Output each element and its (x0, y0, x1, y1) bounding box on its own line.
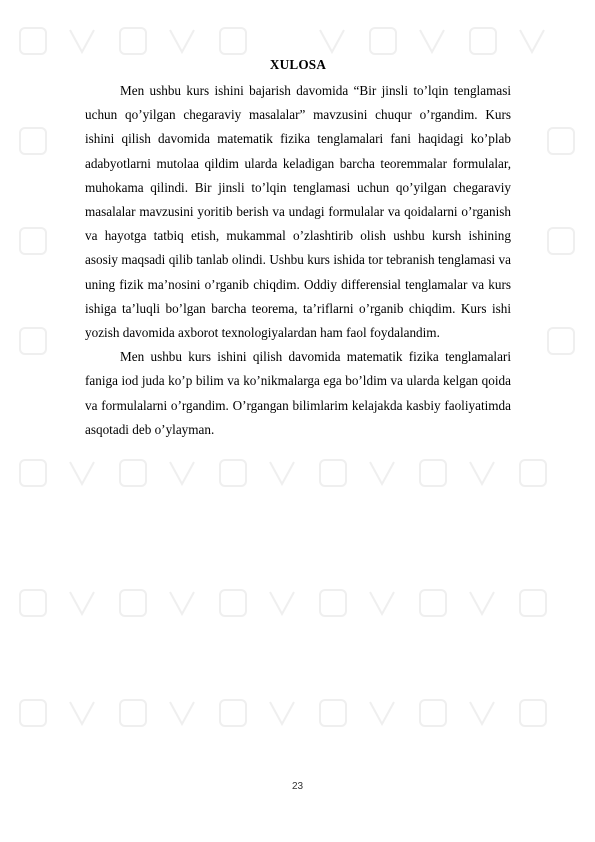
watermark-mark (20, 460, 546, 486)
page-number: 23 (291, 781, 304, 792)
document-title: XULOSA (269, 57, 327, 72)
paragraph: Men ushbu kurs ishini bajarish davomida “Bir jinsli to’lqin tenglamasi uchun qo’yilgan chegaraviy masalalar” mavzusini chuqur o’rgandim. Kurs ishini qilish davomida matematik fizika tenglamalari fani haqidagi ko’plab adabyotlarni mutolaa qildim ularda keladigan barcha teoremmalar formulalar, muhokama qilindi. Bir jinsli to’lqin tenglamasi uchun qo’yilgan chegaraviy masalalar mavzusini yoritib berish va undagi formulalar va qoidalarni o’rganish va hayotga tatbiq etish, mukammal o’zlashtirib olish ushbu kursh ishining asosiy maqsadi qilib tanlab olindi. Ushbu kurs ishida tor tebranish tenglamasi va uning fizik ma’nosini o’rganib chiqdim. Oddiy differensial tenglamalar va kurs ishiga ta’luqli bo’lgan barcha teorema, ta’riflarni o’rganib chiqdim. Kurs ishi yozish davomida axborot texnologiyalardan ham faol foydalandim. (85, 83, 511, 341)
watermark-mark (20, 590, 546, 616)
watermark-mark (20, 700, 546, 726)
watermark-mark (20, 28, 544, 54)
document-body (85, 56, 511, 442)
paragraph: Men ushbu kurs ishini qilish davomida matematik fizika tenglamalari faniga iod juda ko’p bilim va ko’nikmalarga ega bo’ldim va ularda kelgan qoida va formulalarni o’rgandim. O’rgangan bilimlarim kelajakda kasbiy faoliyatimda asqotadi deb o’ylayman. (85, 349, 511, 437)
